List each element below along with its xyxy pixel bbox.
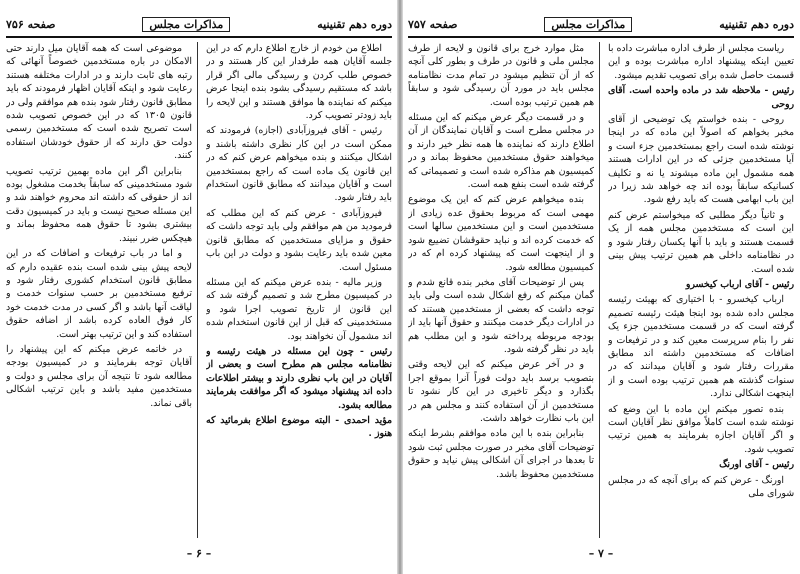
paragraph: و در قسمت دیگر عرض میکنم که این مسئله در مجلس مطرح است و آقایان نمایندگان از آن اطلاع دارند که نماینده ها همه نظر خیر دارند و میخواهند حقوق مستخدمین محفوظ بماند و در کمیسیون هم مذاکره شده است و تصمیماتی که گرفته شده است بنفع همه است. xyxy=(408,112,594,191)
left-column-divider xyxy=(197,42,198,538)
right-page-left-column xyxy=(408,42,594,538)
right-page xyxy=(408,6,794,568)
paragraph: و ثانیاً دیگر مطلبی که میخواستم عرض کنم این است که مستخدمین مجلس همه از یک قسمت هستند و باید با آنها یکسان رفتار شود و در نظامنامه داخلی هم همین ترتیب پیش بینی شده است. xyxy=(608,209,794,275)
paragraph: اورنگ - عرض کنم که برای آنچه که در مجلس شورای ملی xyxy=(608,474,794,499)
left-page-title: مذاکرات مجلس xyxy=(142,17,230,32)
paragraph: موضوعی است که همه آقایان میل دارند حتی الامکان در باره مستخدمین خصوصاً آنهائی که رتبه های ثابت دارند و در ادارات مختلفه هستند رعایت شود و اینکه آقایان اظهار فرمودند که باید مطابق قانون رفتار شود بنده هم موافقم ولی در قانون ۱۳۰۵ که در این خصوص تصویب شده است تصریح شده است که مستخدمین رسمی دولت حق دارند که از حقوق خودشان استفاده کنند. xyxy=(6,43,192,162)
right-column-divider xyxy=(599,42,600,538)
paragraph: بنده میخواهم عرض کنم که این یک موضوع مهمی است که مربوط بحقوق عده زیادی از مستخدمین است و این مستخدمین سالها است که خدمت کرده اند و نباید حقوقشان تضییع شود و از اینجهت است که پیشنهاد کرده ام که در کمیسیون مطالعه شود. xyxy=(408,194,594,273)
left-page xyxy=(6,6,392,568)
speaker-paragraph: رئیس - چون این مسئله در هیئت رئیسه و نظامنامه مجلس هم مطرح است و بعضی از آقایان در این باب نظری دارند و بیشتر اطلاعات داده اند پیشنهاد میشود که اگر موافقت بفرمایند مطالعه بشود. xyxy=(206,345,392,411)
right-page-header xyxy=(408,12,794,36)
right-page-right-column xyxy=(608,42,794,538)
right-page-title: مذاکرات مجلس xyxy=(544,17,632,32)
paragraph: روحی - بنده خواستم یک توضیحی از آقای مخبر بخواهم که اصولاً این ماده که در اینجا نوشته شده است راجع بمستخدمین جزء است و آیا مستخدمین جزئی که در این ادارات هستند همه مشمول این ماده میشوند یا نه و تکلیف کسانیکه سابقاً بوده اند چه خواهد شد زیرا در این باب ابهامی هست که باید رفع شود. xyxy=(608,114,794,206)
paragraph: ریاست مجلس از طرف اداره مباشرت داده با تعیین اینکه پیشنهاد اداره مباشرت بوده و این قسمت حاصل شده برای تصویب تقدیم میشود. xyxy=(608,43,794,81)
right-header-rule xyxy=(408,36,794,38)
left-page-header xyxy=(6,12,392,36)
left-page-left-column xyxy=(6,42,192,538)
speaker-paragraph: مؤید احمدی - البته موضوع اطلاع بفرمائید که هنوز . xyxy=(206,414,392,440)
left-page-session: دوره دهم تقنینیه xyxy=(317,17,392,31)
paragraph: ارباب کیخسرو - با اختیاری که بهیئت رئیسه مجلس داده شده بود اینجا هیئت رئیسه تصمیم گرفته است که در قسمت مستخدمین جزء یک نفر را بنام سرپرست معین کند و در ترفیعات و اضافات که مستخدمین داشته اند مطابق مقررات رفتار شود و آقایان میدانند که در سنوات گذشته هم همین ترتیب بوده است و از اینجهت اشکالی ندارد. xyxy=(608,294,794,400)
right-page-number: صفحه ۷۵۷ xyxy=(408,17,458,31)
paragraph: و اما در باب ترفیعات و اضافات که در این لایحه پیش بینی شده است بنده عقیده دارم که مطابق قانون استخدام کشوری رفتار شود و ترفیع مستخدمین بر حسب سنوات خدمت و لیاقت آنها باشد و اگر کسی در مدت خدمت خود کار فوق العاده کرده باشد از اضافه حقوق استفاده کند و این ترتیب بهتر است. xyxy=(6,248,192,340)
paragraph: پس از توضیحات آقای مخبر بنده قانع شدم و گمان میکنم که رفع اشکال شده است ولی باید توجه داشت که بعضی از مستخدمین هستند که در ادارات دیگر خدمت میکنند و حقوق آنها باید از بودجه مربوطه پرداخته شود و این مطلب هم باید در نظر گرفته شود. xyxy=(408,276,594,355)
paragraph: بنابراین اگر این ماده بهمین ترتیب تصویب شود مستخدمینی که سابقاً بخدمت مشغول بوده اند از حقوقی که داشته اند محروم خواهند شد و این مسئله صحیح نیست و باید در کمیسیون دقت بیشتری بشود تا حقوق همه محفوظ بماند و هیچکس ضرر نبیند. xyxy=(6,165,192,244)
book-gutter xyxy=(397,0,403,574)
left-page-right-column xyxy=(206,42,392,538)
left-page-footer: – ۶ – xyxy=(186,547,212,560)
paragraph: فیروزآبادی - عرض کنم که این مطلب که فرمودید من هم موافقم ولی باید توجه داشت که حقوق و مزایای مستخدمین که مطابق قانون معین شده باید رعایت بشود و دولت در این باب مسئول است. xyxy=(206,207,392,273)
paragraph: اطلاع من خودم از خارج اطلاع دارم که در این جلسه آقایان همه طرفدار این کار هستند و در خصوص طلب کردن و رسیدگی مالی اگر قرار باشد که مستقیم رسیدگی بشود بنده اینجا عرض میکنم که نماینده ها موافق هستند و این لایحه را باید زودتر تصویب کرد. xyxy=(206,43,392,122)
right-page-footer: – ۷ – xyxy=(588,547,614,560)
right-page-session: دوره دهم تقنینیه xyxy=(719,17,794,31)
paragraph: و در آخر عرض میکنم که این لایحه وقتی بتصویب برسد باید دولت فوراً آنرا بموقع اجرا بگذارد و دیگر تاخیری در این کار نشود تا مستخدمین از آن استفاده کنند و مجلس هم در این باب نظارت خواهد داشت. xyxy=(408,359,594,424)
speaker-paragraph: رئیس - آقای ارباب کیخسرو xyxy=(685,278,794,290)
left-header-rule xyxy=(6,36,392,38)
paragraph: وزیر مالیه - بنده عرض میکنم که این مسئله در کمیسیون مطرح شد و تصمیم گرفته شد که این قانون از تاریخ تصویب اجرا شود و مستخدمینی که قبل از این قانون استخدام شده اند مشمول آن نخواهند بود. xyxy=(206,276,392,342)
speaker-paragraph: رئیس - آقای اورنگ xyxy=(719,459,794,471)
paragraph: بنابراین بنده با این ماده موافقم بشرط اینکه توضیحات آقای مخبر در صورت مجلس ثبت شود تا بعدها در اجرای آن اشکالی پیش نیاید و حقوق مستخدمین محفوظ باشد. xyxy=(408,428,594,480)
paragraph: رئیس - آقای فیروزآبادی (اجازه) فرمودند که ممکن است در این کار نظری داشته باشند و اشکال میکنند و بنده میخواهم عرض کنم که در این قانون یک ماده است که راجع بمستخدمین است و آقایان میدانند که مطابق قانون استخدام باید رفتار شود. xyxy=(206,125,392,204)
paragraph: در خاتمه عرض میکنم که این پیشنهاد را آقایان توجه بفرمایند و در کمیسیون بودجه مطالعه شود تا نتیجه آن برای مجلس و دولت و مستخدمین مفید باشد و باین ترتیب اشکالی باقی نماند. xyxy=(6,343,192,409)
paragraph: بنده تصور میکنم این ماده با این وضع که نوشته شده است کاملاً موافق نظر آقایان است و اگر آقایان اجازه بفرمایند به همین ترتیب تصویب شود. xyxy=(608,403,794,455)
left-page-number: صفحه ۷۵۶ xyxy=(6,17,56,31)
speaker-paragraph: رئیس - ملاحظه شد در ماده واحده است. آقای روحی xyxy=(608,85,794,110)
paragraph: مثل موارد خرج برای قانون و لایحه از طرف مجلس ملی و قانون در طرف و بطور کلی آنچه که از آن تنظیم میشود در تمام مدت نظامنامه مجلس باید در مورد آن رسیدگی شود و سابقاً هم همین ترتیب بوده است. xyxy=(408,43,594,108)
